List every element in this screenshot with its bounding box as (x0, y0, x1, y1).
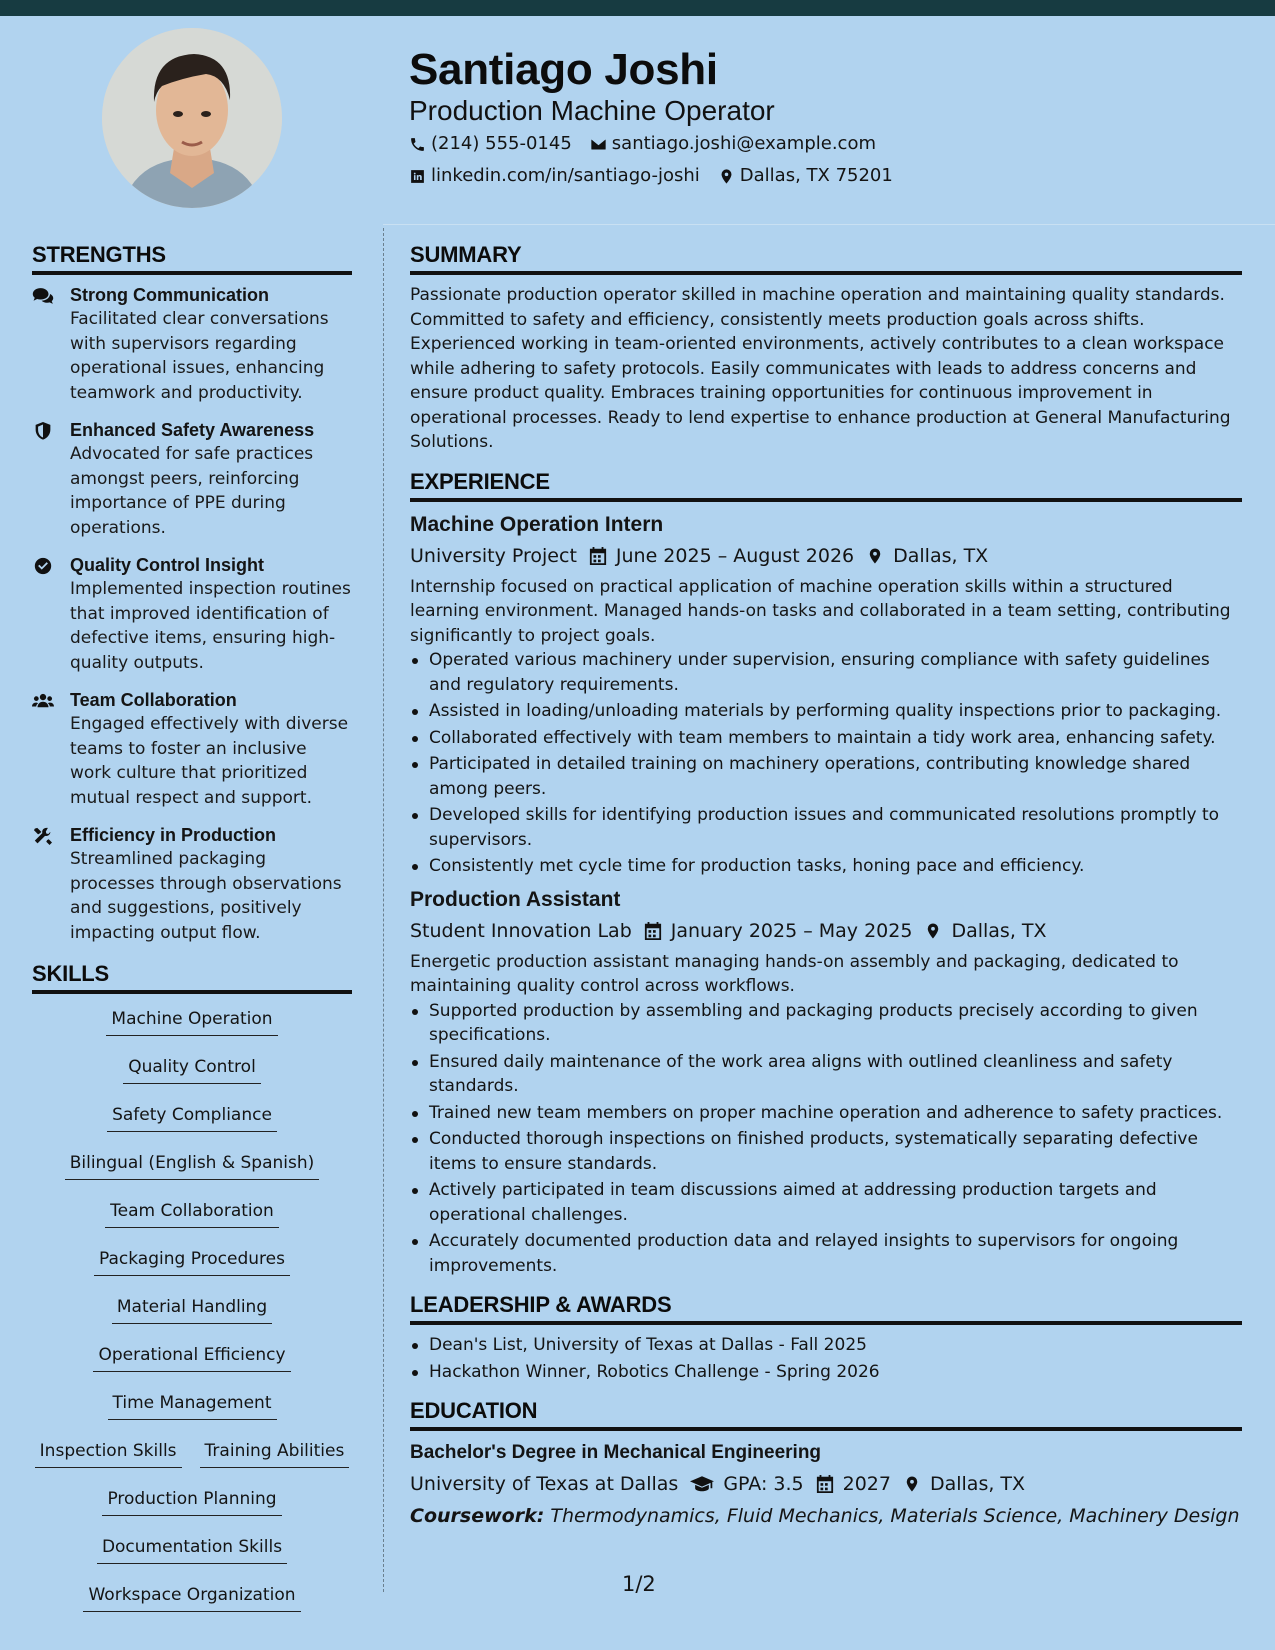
education-location: Dallas, TX (929, 1473, 1026, 1495)
strengths-heading: STRENGTHS (32, 240, 352, 275)
strength-title: Efficiency in Production (70, 825, 277, 845)
map-pin-icon (718, 168, 735, 185)
candidate-name: Santiago Joshi (409, 45, 718, 94)
job-title: Production Assistant (410, 887, 621, 911)
job-dates: June 2025 – August 2026 (615, 544, 855, 567)
degree-title: Bachelor's Degree in Mechanical Engineering (410, 1442, 822, 1463)
strength-item (32, 418, 352, 540)
skills-heading: SKILLS (32, 959, 352, 994)
job-entry (410, 510, 1242, 879)
strength-item (32, 283, 352, 405)
education-heading: EDUCATION (410, 1396, 1242, 1431)
experience-heading: EXPERIENCE (410, 467, 1242, 502)
calendar-icon (816, 1474, 834, 1494)
candidate-role: Production Machine Operator (409, 95, 775, 126)
linkedin-text[interactable]: linkedin.com/in/santiago-joshi (431, 165, 700, 186)
skill-tag: Machine Operation (106, 1002, 277, 1036)
envelope-icon (590, 136, 607, 153)
skill-tag: Quality Control (123, 1050, 261, 1084)
skill-tag: Workspace Organization (83, 1578, 300, 1612)
job-bullet: Assisted in loading/unloading materials by performing quality inspections prior to packaging. (410, 699, 1242, 724)
skill-tag: Team Collaboration (105, 1194, 279, 1228)
graduation-cap-icon (690, 1474, 714, 1494)
header-divider (383, 224, 1275, 225)
awards-list (410, 1333, 1242, 1384)
linkedin-icon (409, 168, 426, 185)
skill-tag: Time Management (108, 1386, 277, 1420)
job-title: Machine Operation Intern (410, 512, 664, 536)
job-bullets (410, 648, 1242, 879)
gpa-text: GPA: 3.5 (723, 1473, 804, 1495)
top-bar (0, 0, 1275, 16)
job-bullet: Accurately documented production data and relayed insights to supervisors for ongoing improvements. (410, 1229, 1242, 1278)
strength-desc: Implemented inspection routines that improved identification of defective items, ensuring high-quality outputs. (70, 579, 351, 673)
strength-desc: Streamlined packaging processes through observations and suggestions, positively impacting output flow. (70, 849, 342, 943)
job-description: Energetic production assistant managing hands-on assembly and packaging, dedicated to maintaining quality control across workflows. (410, 951, 1179, 996)
profile-photo (102, 28, 282, 208)
phone-icon (409, 136, 426, 153)
strength-title: Enhanced Safety Awareness (70, 420, 315, 440)
job-entry (410, 885, 1242, 1279)
location-contact (718, 160, 893, 192)
skill-tag: Training Abilities (200, 1434, 350, 1468)
skills-list (32, 1002, 352, 1626)
email-contact[interactable] (590, 128, 876, 160)
phone-text: (214) 555-0145 (431, 133, 572, 154)
calendar-icon (589, 546, 607, 566)
calendar-icon (644, 921, 662, 941)
map-pin-icon (924, 921, 942, 941)
tools-icon (32, 827, 54, 845)
phone-contact (409, 128, 572, 160)
skill-tag: Safety Compliance (107, 1098, 277, 1132)
job-bullet: Ensured daily maintenance of the work area aligns with outlined cleanliness and safety standards. (410, 1050, 1242, 1099)
page-number: 1/2 (622, 1572, 656, 1596)
resume-header (409, 44, 1229, 192)
job-bullet: Actively participated in team discussions aimed at addressing production targets and operational challenges. (410, 1178, 1242, 1227)
contact-row-2 (409, 160, 1229, 192)
coursework (410, 1501, 1242, 1531)
job-description: Internship focused on practical application of machine operation skills within a structured learning environment. Managed hands-on tasks and collaborated in a team setting, contributing significantly to project goals. (410, 576, 1231, 646)
strength-item (32, 553, 352, 675)
linkedin-contact[interactable] (409, 160, 700, 192)
job-org: Student Innovation Lab (410, 919, 632, 942)
job-meta (410, 914, 1242, 948)
skill-tag: Material Handling (112, 1290, 272, 1324)
job-org: University Project (410, 544, 577, 567)
job-location: Dallas, TX (951, 919, 1047, 942)
job-bullet: Participated in detailed training on machinery operations, contributing knowledge shared among peers. (410, 752, 1242, 801)
users-icon (32, 692, 54, 710)
right-column (410, 240, 1242, 1531)
skill-tag: Inspection Skills (35, 1434, 182, 1468)
location-text: Dallas, TX 75201 (739, 165, 893, 186)
map-pin-icon (903, 1474, 921, 1494)
contact-row-1 (409, 128, 1229, 160)
award-item: Hackathon Winner, Robotics Challenge - Spring 2026 (410, 1360, 1242, 1385)
column-divider (383, 228, 384, 1592)
job-bullets (410, 999, 1242, 1279)
email-text[interactable]: santiago.joshi@example.com (611, 133, 876, 154)
education-meta (410, 1467, 1242, 1501)
job-bullet: Trained new team members on proper machine operation and adherence to safety practices. (410, 1101, 1242, 1126)
job-bullet: Collaborated effectively with team members to maintain a tidy work area, enhancing safety. (410, 726, 1242, 751)
strength-desc: Facilitated clear conversations with supervisors regarding operational issues, enhancing teamwork and productivity. (70, 309, 329, 403)
strength-title: Strong Communication (70, 285, 269, 305)
strength-title: Quality Control Insight (70, 555, 264, 575)
coursework-list: Thermodynamics, Fluid Mechanics, Materials Science, Machinery Design (550, 1505, 1240, 1527)
award-item: Dean's List, University of Texas at Dallas - Fall 2025 (410, 1333, 1242, 1358)
strength-desc: Engaged effectively with diverse teams to foster an inclusive work culture that prioritized mutual respect and support. (70, 714, 349, 808)
map-pin-icon (866, 546, 884, 566)
job-bullet: Conducted thorough inspections on finished products, systematically separating defective items to ensure standards. (410, 1127, 1242, 1176)
summary-text: Passionate production operator skilled in machine operation and maintaining quality standards. Committed to safety and efficiency, consistently meets production goals across shifts. Experienced working in team-oriented environments, actively contributes to a clean workspace while adhering to safety protocols. Easily communicates with leads to address concerns and ensure product quality. Embraces training opportunities for continuous improvement in operational processes. Ready to lend expertise to enhance production at General Manufacturing Solutions. (410, 285, 1231, 452)
school-name: University of Texas at Dallas (410, 1473, 679, 1495)
awards-heading: LEADERSHIP & AWARDS (410, 1290, 1242, 1325)
summary-heading: SUMMARY (410, 240, 1242, 275)
strength-item (32, 688, 352, 810)
job-bullet: Supported production by assembling and packaging products precisely according to given specifications. (410, 999, 1242, 1048)
job-meta (410, 539, 1242, 573)
skill-tag: Operational Efficiency (93, 1338, 290, 1372)
job-bullet: Consistently met cycle time for production tasks, honing pace and efficiency. (410, 854, 1242, 879)
skill-tag: Production Planning (102, 1482, 281, 1516)
job-dates: January 2025 – May 2025 (670, 919, 913, 942)
job-bullet: Operated various machinery under supervision, ensuring compliance with safety guidelines and regulatory requirements. (410, 648, 1242, 697)
job-location: Dallas, TX (893, 544, 989, 567)
strength-desc: Advocated for safe practices amongst peers, reinforcing importance of PPE during operations. (70, 444, 314, 538)
graduation-year: 2027 (842, 1473, 891, 1495)
strength-item (32, 823, 352, 945)
job-bullet: Developed skills for identifying production issues and communicated resolutions promptly to supervisors. (410, 803, 1242, 852)
skill-tag: Packaging Procedures (94, 1242, 290, 1276)
left-column (32, 240, 352, 1626)
skill-tag: Bilingual (English & Spanish) (65, 1146, 320, 1180)
shield-icon (32, 422, 54, 440)
check-circle-icon (32, 557, 54, 575)
strength-title: Team Collaboration (70, 690, 237, 710)
skill-tag: Documentation Skills (97, 1530, 287, 1564)
coursework-label: Coursework: (410, 1505, 545, 1527)
comments-icon (32, 287, 54, 305)
